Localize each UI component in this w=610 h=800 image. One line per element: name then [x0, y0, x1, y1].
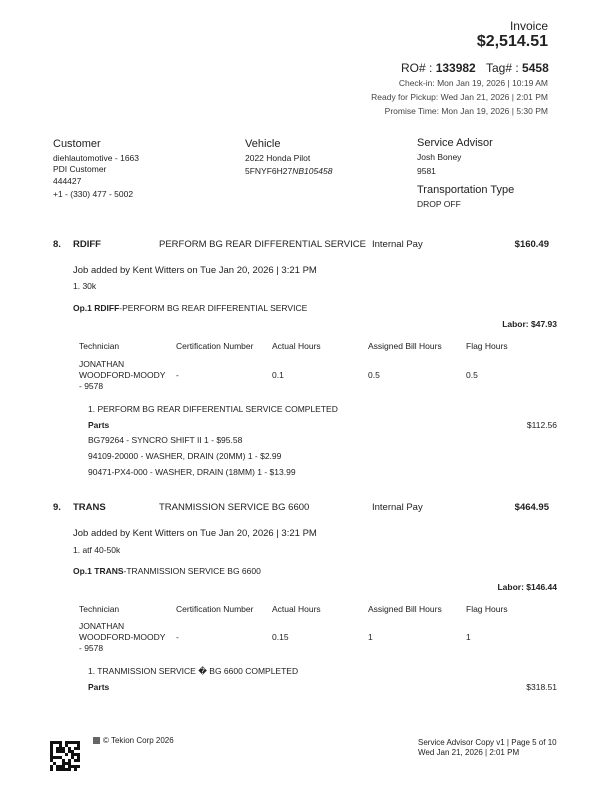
- col-certification: Certification Number: [176, 341, 254, 351]
- promise-time: Promise Time: Mon Jan 19, 2026 | 5:30 PM: [384, 106, 548, 116]
- labor-total: Labor: $146.44: [497, 582, 557, 592]
- qr-code: [50, 741, 80, 771]
- operation-code: Op.1 TRANS: [73, 566, 124, 576]
- assigned-hours-value: 0.5: [368, 370, 380, 380]
- certification-value: -: [176, 632, 179, 642]
- tekion-logo-icon: [93, 737, 100, 744]
- ro-number: [401, 61, 476, 75]
- ro-value: 133982: [435, 61, 476, 75]
- flag-hours-value: 1: [466, 632, 471, 642]
- job-code: RDIFF: [73, 239, 101, 250]
- completion-note: 1. PERFORM BG REAR DIFFERENTIAL SERVICE COMPLETED: [88, 404, 338, 414]
- operation-line: [73, 566, 261, 576]
- job-note: 1. atf 40-50k: [73, 545, 121, 555]
- technician-first: JONATHAN: [79, 621, 125, 631]
- col-flag-hours: Flag Hours: [466, 604, 508, 614]
- actual-hours-value: 0.15: [272, 632, 289, 642]
- advisor-name: Josh Boney: [417, 152, 462, 162]
- technician-last: WOODFORD-MOODY: [79, 370, 166, 380]
- customer-title: Customer: [53, 138, 101, 150]
- vin-prefix: 5FNYF6H27: [245, 166, 293, 176]
- ready-time: Ready for Pickup: Wed Jan 21, 2026 | 2:01 PM: [371, 92, 548, 102]
- parts-label: Parts: [88, 420, 110, 430]
- technician-id: - 9578: [79, 381, 104, 391]
- part-line: 90471-PX4-000 - WASHER, DRAIN (18MM) 1 - $13.99: [88, 467, 296, 477]
- vehicle-model: 2022 Honda Pilot: [245, 153, 311, 163]
- col-technician: Technician: [79, 341, 120, 351]
- advisor-title: Service Advisor: [417, 137, 493, 149]
- operation-code: Op.1 RDIFF: [73, 303, 120, 313]
- col-actual-hours: Actual Hours: [272, 604, 321, 614]
- vehicle-vin: [245, 166, 332, 176]
- job-note: 1. 30k: [73, 281, 97, 291]
- actual-hours-value: 0.1: [272, 370, 284, 380]
- job-code: TRANS: [73, 502, 106, 513]
- job-added-by: Job added by Kent Witters on Tue Jan 20, 2026 | 3:21 PM: [73, 528, 317, 539]
- operation-line: [73, 303, 307, 313]
- job-pay-type: Internal Pay: [372, 502, 423, 513]
- completion-note: 1. TRANMISSION SERVICE � BG 6600 COMPLETED: [88, 666, 299, 676]
- advisor-id: 9581: [417, 166, 436, 176]
- customer-phone: +1 - (330) 477 - 5002: [53, 189, 134, 199]
- assigned-hours-value: 1: [368, 632, 373, 642]
- labor-total: Labor: $47.93: [502, 319, 557, 329]
- col-assigned-hours: Assigned Bill Hours: [368, 341, 442, 351]
- document-type: Invoice: [509, 19, 548, 33]
- vehicle-title: Vehicle: [245, 138, 281, 150]
- copyright-text: © Tekion Corp 2026: [103, 736, 174, 745]
- technician-name: [79, 621, 165, 654]
- certification-value: -: [176, 370, 179, 380]
- job-added-by: Job added by Kent Witters on Tue Jan 20, 2026 | 3:21 PM: [73, 265, 317, 276]
- tag-number: [486, 61, 549, 75]
- parts-label: Parts: [88, 682, 110, 692]
- part-line: 94109-20000 - WASHER, DRAIN (20MM) 1 - $2.99: [88, 451, 282, 461]
- transport-value: DROP OFF: [417, 199, 461, 209]
- vin-suffix: NB105458: [292, 166, 333, 176]
- technician-name: [79, 359, 165, 392]
- tag-value: 5458: [522, 61, 549, 75]
- print-date: Wed Jan 21, 2026 | 2:01 PM: [418, 748, 520, 757]
- page-info: Service Advisor Copy v1 | Page 5 of 10: [418, 738, 557, 747]
- technician-first: JONATHAN: [79, 359, 125, 369]
- parts-total: $112.56: [526, 420, 557, 430]
- col-actual-hours: Actual Hours: [272, 341, 321, 351]
- technician-last: WOODFORD-MOODY: [79, 632, 166, 642]
- job-number: 8.: [53, 239, 61, 250]
- operation-description: -PERFORM BG REAR DIFFERENTIAL SERVICE: [119, 303, 308, 313]
- operation-description: -TRANMISSION SERVICE BG 6600: [123, 566, 261, 576]
- col-flag-hours: Flag Hours: [466, 341, 508, 351]
- invoice-total: $2,514.51: [476, 33, 548, 50]
- technician-id: - 9578: [79, 643, 104, 653]
- job-number: 9.: [53, 502, 61, 513]
- tag-label: Tag# :: [486, 61, 519, 75]
- footer-brand: [93, 736, 174, 745]
- customer-type: PDI Customer: [53, 164, 107, 174]
- col-technician: Technician: [79, 604, 120, 614]
- job-pay-type: Internal Pay: [372, 239, 423, 250]
- job-description: PERFORM BG REAR DIFFERENTIAL SERVICE: [159, 239, 366, 250]
- job-price: $464.95: [514, 502, 549, 513]
- customer-zip: 444427: [53, 176, 82, 186]
- job-price: $160.49: [514, 239, 549, 250]
- checkin-time: Check-in: Mon Jan 19, 2026 | 10:19 AM: [398, 78, 548, 88]
- parts-total: $318.51: [526, 682, 557, 692]
- col-certification: Certification Number: [176, 604, 254, 614]
- flag-hours-value: 0.5: [466, 370, 478, 380]
- col-assigned-hours: Assigned Bill Hours: [368, 604, 442, 614]
- part-line: BG79264 - SYNCRO SHIFT II 1 - $95.58: [88, 435, 243, 445]
- customer-name: diehlautomotive - 1663: [53, 153, 140, 163]
- job-description: TRANMISSION SERVICE BG 6600: [159, 502, 310, 513]
- transport-title: Transportation Type: [417, 184, 515, 196]
- ro-label: RO# :: [401, 61, 433, 75]
